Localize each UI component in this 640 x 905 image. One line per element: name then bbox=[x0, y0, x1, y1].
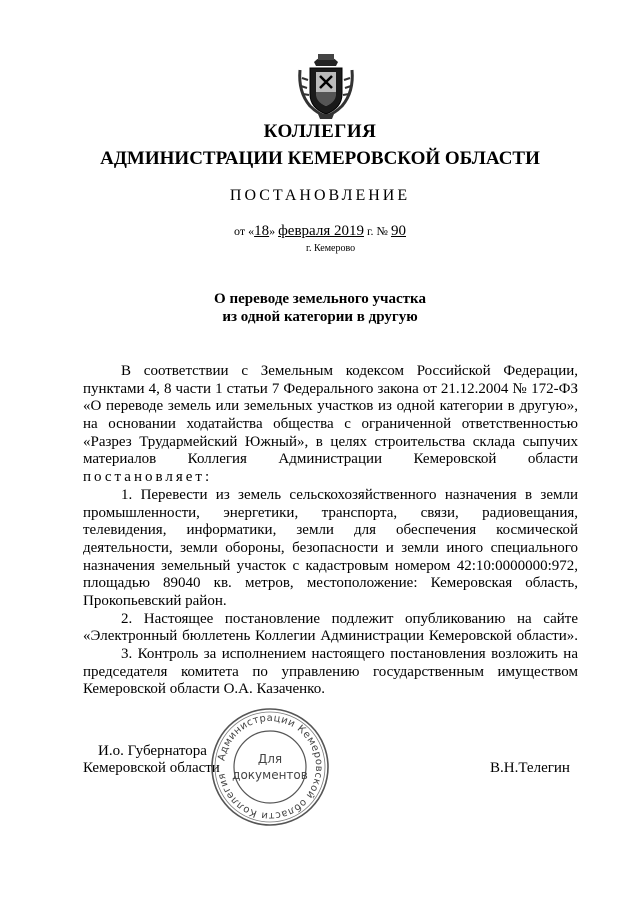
signer-position-line2: Кемеровской области bbox=[83, 760, 220, 776]
official-seal-stamp bbox=[208, 705, 332, 829]
body-line: постановляет: bbox=[83, 469, 213, 486]
city: г. Кемерово bbox=[306, 243, 356, 254]
body-line: назначения земельный участок с кадастровым номером 42:10:0000000:972, bbox=[83, 557, 578, 574]
body-line: на основании ходатайства общества с ограниченной ответственностью bbox=[83, 416, 578, 433]
body-line: 2. Настоящее постановление подлежит опубликованию на сайте bbox=[121, 610, 578, 627]
body-line: председателя комитета по управлению государственным имуществом bbox=[83, 663, 578, 680]
body-line: 3. Контроль за исполнением настоящего постановления возложить на bbox=[121, 646, 578, 662]
date-month-year: февраля 2019 bbox=[278, 223, 364, 239]
org-name-line1: КОЛЛЕГИЯ bbox=[263, 121, 377, 142]
body-line: В соответствии с Земельным кодексом Российской Федерации, bbox=[121, 363, 578, 379]
seal-ring-text: Администрации Кемеровской области Коллегия bbox=[216, 712, 325, 822]
body-line: промышленности, энергетики, транспорта, связи, радиовещания, bbox=[83, 504, 578, 521]
body-line: «Разрез Трудармейский Южный», в целях строительства склада сыпучих bbox=[83, 433, 578, 450]
body-line: площадью 89040 кв. метров, местоположение: Кемеровская область, bbox=[83, 575, 578, 592]
document-number: 90 bbox=[391, 223, 406, 239]
date-number-line bbox=[0, 223, 640, 240]
seal-center-line1: Для bbox=[257, 752, 283, 766]
org-name-line2: АДМИНИСТРАЦИИ КЕМЕРОВСКОЙ ОБЛАСТИ bbox=[100, 148, 540, 169]
body-line: 1. Перевести из земель сельскохозяйственного назначения в земли bbox=[121, 486, 578, 503]
body-line: Кемеровской области О.А. Казаченко. bbox=[83, 681, 325, 698]
body-line: Прокопьевский район. bbox=[83, 592, 227, 609]
document-title-line1: О переводе земельного участка bbox=[214, 291, 426, 307]
signer-name: В.Н.Телегин bbox=[490, 760, 570, 776]
seal-center-line2: документов bbox=[232, 768, 308, 782]
signer-position-line1: И.о. Губернатора bbox=[98, 743, 207, 759]
body-line: пунктами 4, 8 части 1 статьи 7 Федерального закона от 21.12.2004 № 172-ФЗ bbox=[83, 380, 578, 397]
body-line: деятельности, земли обороны, безопасности и земли иного специального bbox=[83, 539, 578, 556]
date-mid: » bbox=[269, 224, 279, 238]
document-title-line2: из одной категории в другую bbox=[222, 309, 418, 325]
body-line: телевидения, информатики, земли для обеспечения космической bbox=[83, 522, 578, 539]
kemerovo-coat-of-arms-icon bbox=[296, 48, 356, 120]
body-line: «О переводе земель или земельных участков из одной категории в другую», bbox=[83, 398, 578, 415]
date-day: 18 bbox=[254, 223, 270, 239]
body-line: материалов Коллегия Администрации Кемеровской области bbox=[83, 451, 578, 468]
document-body bbox=[83, 363, 578, 699]
body-line: «Электронный бюллетень Коллегии Администрации Кемеровской области». bbox=[83, 628, 578, 645]
date-year-suffix: г. № bbox=[363, 224, 388, 238]
date-prefix: от « bbox=[233, 224, 255, 238]
document-type: ПОСТАНОВЛЕНИЕ bbox=[229, 187, 411, 204]
